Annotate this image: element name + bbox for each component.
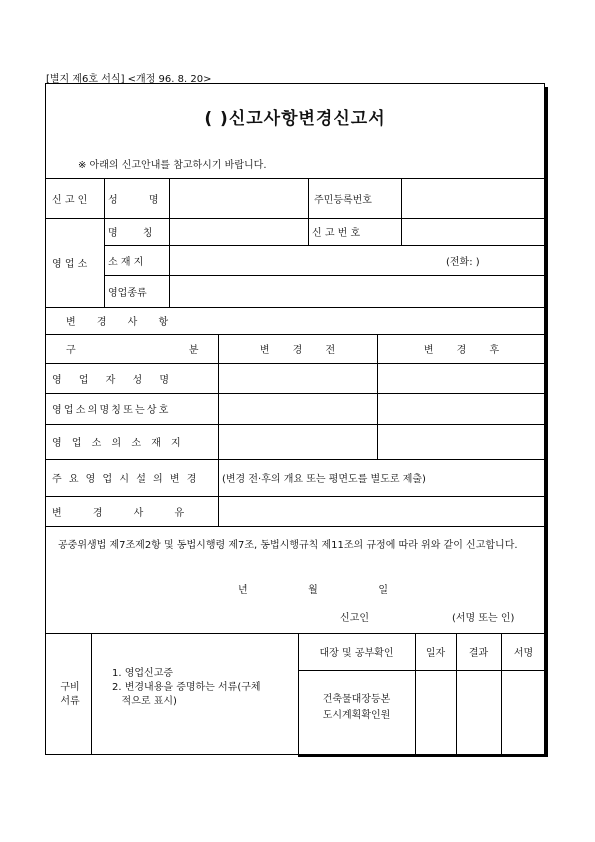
documents-list <box>112 667 261 709</box>
changes-section-label: 변 경 사 항 <box>66 317 169 328</box>
report-number-label: 신 고 번 호 <box>312 228 361 239</box>
guide-note: ※ 아래의 신고안내를 참고하시기 바랍니다. <box>78 160 267 171</box>
business-name-label: 명 칭 <box>108 228 153 239</box>
date-line: 년 월 일 <box>238 585 388 596</box>
list-item: 2. 변경내용을 증명하는 서류(구체 <box>112 682 261 693</box>
applicant-name-label: 성 명 <box>108 194 159 206</box>
form-number-note: [별지 제6호 서식] <개정 96. 8. 20> <box>46 74 212 85</box>
list-item: 적으로 표시) <box>112 696 177 707</box>
divider <box>104 275 546 276</box>
form-shadow-bottom <box>298 754 548 757</box>
declaration-text: 공중위생법 제7조제2항 및 동법시행령 제7조, 동법시행규칙 제11조의 규정에 따라 위와 같이 신고합니다. <box>58 540 518 551</box>
divider <box>169 178 170 307</box>
divider <box>46 526 544 527</box>
divider <box>104 178 105 307</box>
row-business-address: 영 업 소 의 소 재 지 <box>52 438 181 449</box>
list-item: 1. 영업신고증 <box>112 668 174 679</box>
col-ledger-header: 대장 및 공부확인 <box>319 648 394 659</box>
business-section-label: 영 업 소 <box>52 259 88 270</box>
signature-note: (서명 또는 인) <box>452 613 515 624</box>
signature-label: 신고인 <box>340 613 369 624</box>
row-owner-name: 영 업 자 성 명 <box>52 374 170 386</box>
resident-number-label: 주민등록번호 <box>314 194 372 206</box>
divider <box>308 178 309 245</box>
divider <box>298 670 546 671</box>
form-shadow-right <box>545 87 548 757</box>
ledger-items: 건축물대장등본 도시계획확인원 <box>322 694 391 721</box>
row-business-name: 영업소의명칭또는상호 <box>52 405 171 416</box>
row-change-reason: 변 경 사 유 <box>52 507 185 519</box>
divider <box>401 178 402 245</box>
address-label: 소 재 지 <box>108 256 144 268</box>
phone-label: (전화: ) <box>446 256 480 268</box>
col-date-header: 일자 <box>425 648 446 659</box>
documents-label: 구비 서류 <box>60 682 80 707</box>
col-after-header: 변 경 후 <box>423 345 500 356</box>
form-title: ( )신고사항변경신고서 <box>204 109 386 129</box>
row-facility-change: 주 요 영 업 시 설 의 변 경 <box>52 474 197 485</box>
applicant-section-label: 신 고 인 <box>52 194 88 206</box>
col-category-header: 구 분 <box>66 345 199 356</box>
facility-change-note: (변경 전·후의 개요 또는 평면도를 별도로 제출) <box>222 474 426 485</box>
col-result-header: 결과 <box>468 648 489 659</box>
business-type-label: 영업종류 <box>108 287 147 299</box>
col-before-header: 변 경 전 <box>259 345 336 356</box>
report-form <box>45 83 545 755</box>
divider <box>91 633 92 755</box>
col-sign-header: 서명 <box>513 648 534 659</box>
